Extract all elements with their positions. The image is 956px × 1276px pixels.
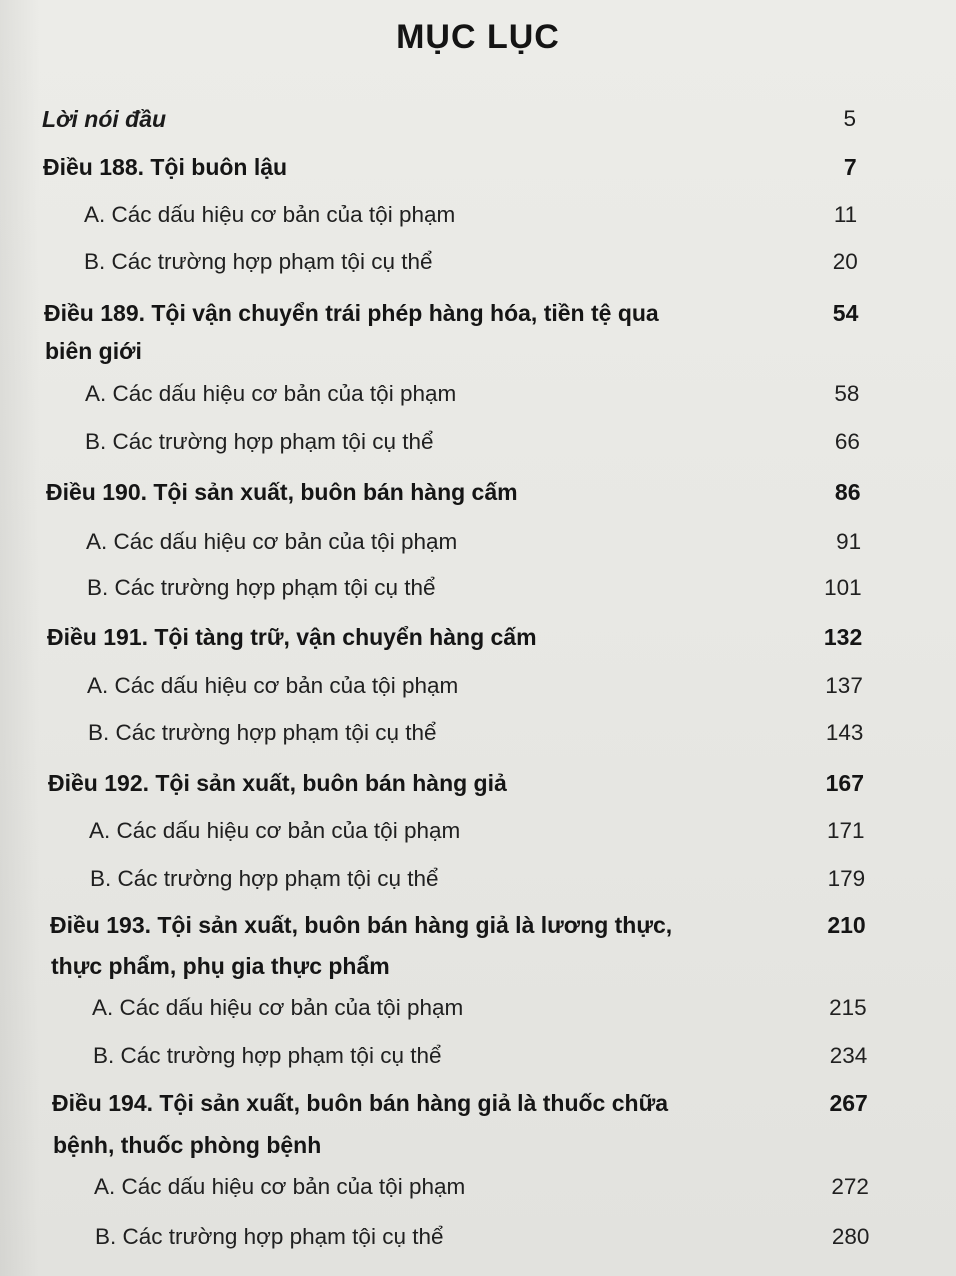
toc-entry-label: Điều 188. Tội buôn lậu xyxy=(43,154,288,180)
toc-entry-label: A. Các dấu hiệu cơ bản của tội phạm xyxy=(94,1174,466,1199)
toc-entry-label: B. Các trường hợp phạm tội cụ thể xyxy=(95,1224,444,1249)
toc-page-number: 210 xyxy=(827,912,866,938)
toc-entry-label: B. Các trường hợp phạm tội cụ thể xyxy=(88,720,437,745)
toc-entry-label-continuation: bệnh, thuốc phòng bệnh xyxy=(53,1132,322,1158)
toc-page-number: 20 xyxy=(832,249,858,274)
toc-entry-label: A. Các dấu hiệu cơ bản của tội phạm xyxy=(87,673,459,698)
toc-page-number: 101 xyxy=(824,575,862,600)
toc-entry-label: A. Các dấu hiệu cơ bản của tội phạm xyxy=(85,381,457,406)
toc-page-number: 86 xyxy=(834,479,861,505)
toc-page-number: 54 xyxy=(832,300,859,326)
toc-page-number: 143 xyxy=(825,720,864,745)
toc-page-number: 267 xyxy=(829,1090,868,1116)
toc-page-number: 215 xyxy=(829,995,867,1020)
toc-entry-label: Điều 191. Tội tàng trữ, vận chuyển hàng cấm xyxy=(47,624,537,650)
toc-entry-label: B. Các trường hợp phạm tội cụ thể xyxy=(85,429,434,454)
toc-entry-label: Điều 194. Tội sản xuất, buôn bán hàng giả là thuốc chữa xyxy=(52,1090,669,1116)
toc-entry-label: Điều 190. Tội sản xuất, buôn bán hàng cấm xyxy=(46,479,518,505)
toc-entry-label: Điều 192. Tội sản xuất, buôn bán hàng giả xyxy=(48,770,507,796)
toc-page-number: 234 xyxy=(829,1043,868,1068)
toc-entry-label-continuation: thực phẩm, phụ gia thực phẩm xyxy=(51,953,390,979)
toc-entry-label: B. Các trường hợp phạm tội cụ thể xyxy=(93,1043,442,1068)
toc-entry-label: A. Các dấu hiệu cơ bản của tội phạm xyxy=(86,529,458,554)
toc-page-number: 5 xyxy=(843,106,857,131)
toc-entry-label: A. Các dấu hiệu cơ bản của tội phạm xyxy=(84,202,456,227)
page-title: MỤC LỤC xyxy=(396,18,560,56)
toc-page-number: 272 xyxy=(831,1174,869,1199)
toc-entry-label: Điều 189. Tội vận chuyển trái phép hàng hóa, tiền tệ qua xyxy=(44,300,659,326)
toc-page-number: 58 xyxy=(834,381,860,406)
toc-entry-label: B. Các trường hợp phạm tội cụ thể xyxy=(84,249,433,274)
toc-page-number: 280 xyxy=(831,1224,870,1249)
toc-page-number: 137 xyxy=(825,673,863,698)
toc-entry-label: A. Các dấu hiệu cơ bản của tội phạm xyxy=(92,995,464,1020)
toc-page-number: 11 xyxy=(833,202,858,227)
toc-page-number: 132 xyxy=(823,624,863,650)
toc-page-number: 171 xyxy=(827,818,865,843)
toc-page-number: 7 xyxy=(843,154,857,180)
toc-entry-label: B. Các trường hợp phạm tội cụ thể xyxy=(90,866,439,891)
toc-page-number: 91 xyxy=(836,529,862,554)
toc-entry-label: Lời nói đầu xyxy=(42,106,167,132)
toc-entry-label: A. Các dấu hiệu cơ bản của tội phạm xyxy=(89,818,461,843)
toc-page-number: 167 xyxy=(825,770,865,796)
toc-entry-label-continuation: biên giới xyxy=(45,338,142,364)
toc-entry-label: B. Các trường hợp phạm tội cụ thể xyxy=(87,575,436,600)
toc-entry-label: Điều 193. Tội sản xuất, buôn bán hàng giả là lương thực, xyxy=(50,912,673,938)
toc-page-number: 66 xyxy=(834,429,860,454)
toc-page-number: 179 xyxy=(827,866,866,891)
